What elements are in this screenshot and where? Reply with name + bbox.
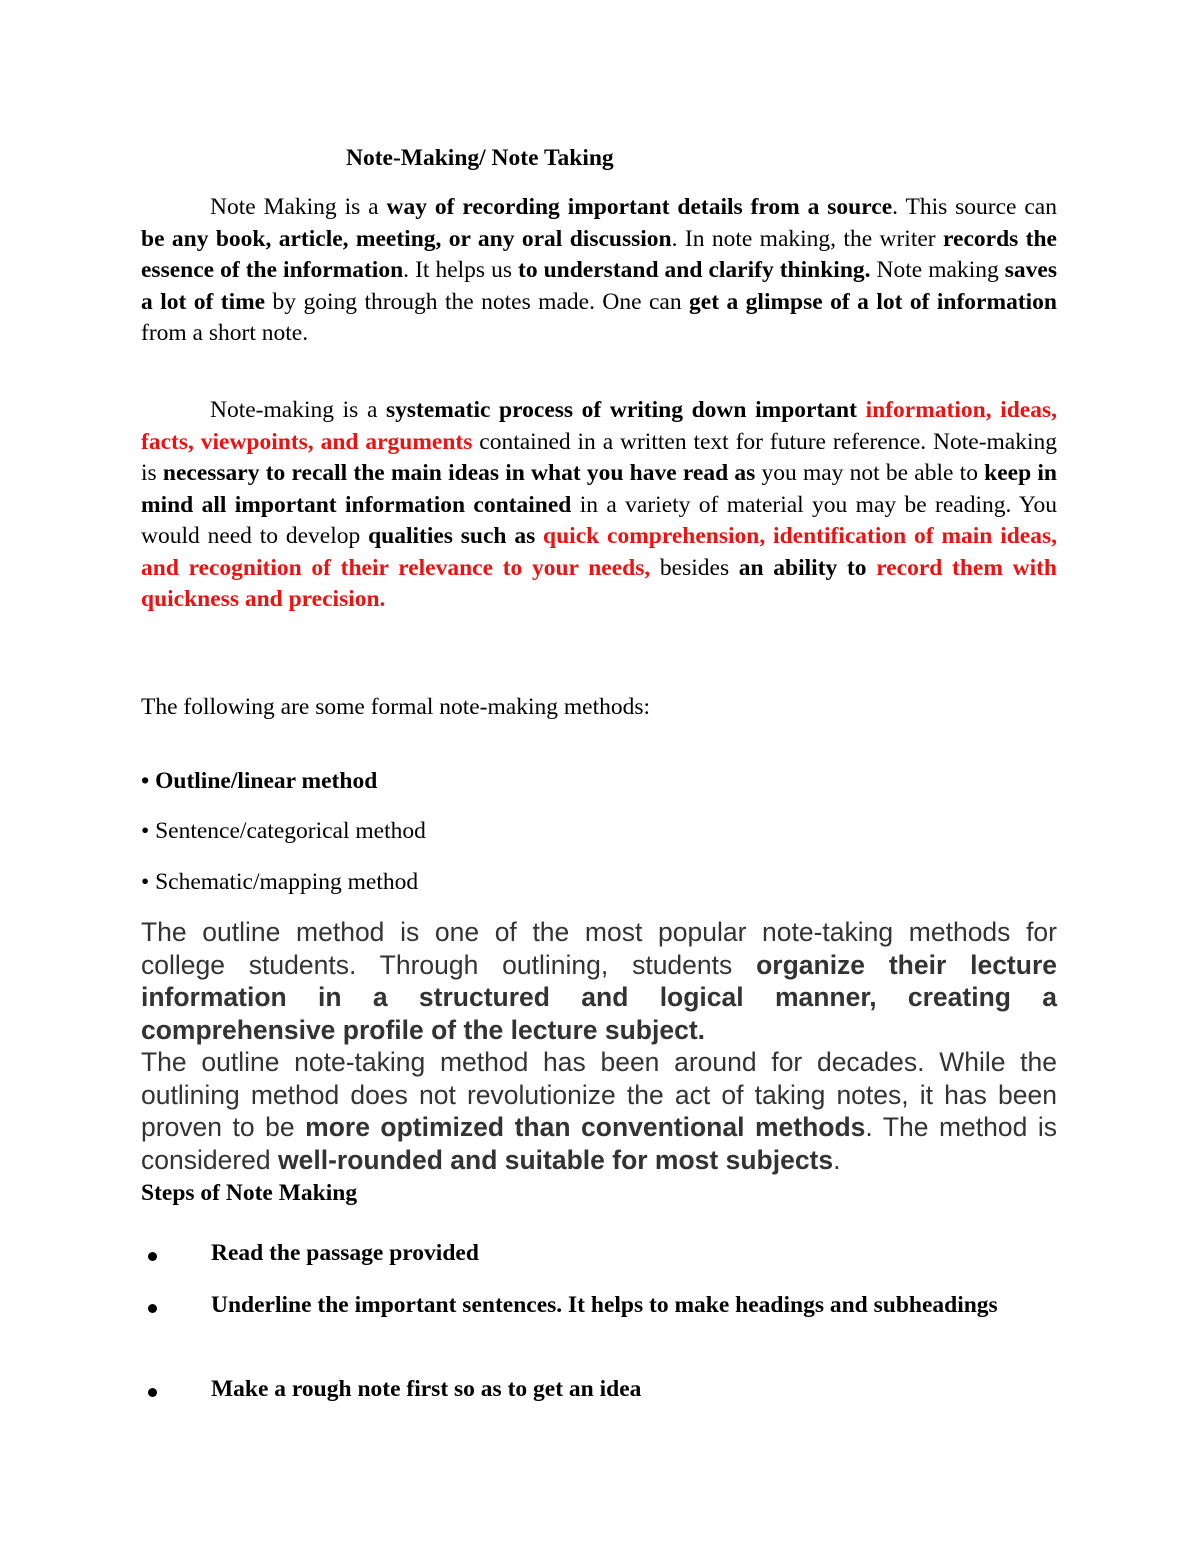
bold-run: qualities such as bbox=[368, 523, 536, 549]
bold-run: an ability to bbox=[738, 554, 867, 581]
text-run: . bbox=[833, 1144, 841, 1175]
paragraph-systematic-process bbox=[141, 395, 1057, 616]
method-item-schematic: • Schematic/mapping method bbox=[141, 869, 419, 895]
text-run: in a variety of material you may be reading. You would need to develop bbox=[141, 491, 1057, 549]
text-run: from a short note. bbox=[141, 320, 309, 346]
step-item bbox=[141, 1290, 1057, 1322]
text-run: . It helps us bbox=[403, 257, 518, 283]
bold-run: saves a lot of time bbox=[141, 257, 1058, 315]
bold-run: keep in mind all important information contained bbox=[141, 460, 1057, 518]
text-run: . The method is considered bbox=[141, 1112, 1057, 1175]
text-run: Note-making is a bbox=[210, 397, 387, 423]
highlight-run: information, ideas, facts, viewpoints, and arguments bbox=[141, 397, 1058, 455]
bullet-icon bbox=[148, 1252, 157, 1261]
bold-run: more optimized than conventional methods bbox=[305, 1112, 866, 1142]
text-run: Note Making is a bbox=[210, 194, 387, 220]
text-run: you may not be able to bbox=[755, 460, 985, 486]
highlight-run: quick comprehension, identification of main ideas, and recognition of their relevance to your needs, bbox=[141, 523, 1057, 581]
bullet-icon bbox=[148, 1388, 157, 1397]
step-text: Make a rough note first so as to get an idea bbox=[211, 1376, 642, 1402]
text-run: contained in a written text for future reference. Note-making is bbox=[141, 428, 1058, 486]
step-text: Underline the important sentences. It helps to make headings and subheadings bbox=[211, 1292, 998, 1318]
method-item-outline: • Outline/linear method bbox=[141, 768, 378, 794]
step-item bbox=[141, 1374, 1057, 1406]
step-item bbox=[141, 1238, 1057, 1270]
bold-run: records the essence of the information bbox=[141, 225, 1057, 283]
bold-run: to understand and clarify thinking. bbox=[518, 257, 871, 283]
paragraph-definition bbox=[141, 192, 1057, 350]
paragraph-outline-method bbox=[141, 916, 1057, 1046]
bold-run: necessary to recall the main ideas in what you have read as bbox=[162, 460, 756, 486]
text-run: . This source can bbox=[892, 194, 1057, 220]
bold-run: organize their lecture information in a structured and logical manner, creating a comprehensive profile of the lecture subject. bbox=[141, 949, 1057, 1045]
bold-run: way of recording important details from a source bbox=[386, 194, 893, 220]
text-run: Note making bbox=[870, 257, 1005, 283]
text-run: The outline method is one of the most popular note-taking methods for college students. Through outlining, students bbox=[141, 917, 1057, 980]
methods-intro: The following are some formal note-making methods: bbox=[141, 694, 651, 720]
highlight-run: record them with quickness and precision. bbox=[141, 554, 1057, 612]
text-run: by going through the notes made. One can bbox=[265, 288, 690, 315]
bold-run: well-rounded and suitable for most subjects bbox=[278, 1144, 834, 1175]
text-run: besides bbox=[650, 554, 739, 581]
bold-run: systematic process of writing down important bbox=[386, 397, 857, 423]
text-run: The outline note-taking method has been around for decades. While the outlining method does not revolutionize the act of taking notes, it has been proven to be bbox=[141, 1047, 1057, 1142]
bullet-icon bbox=[148, 1304, 157, 1313]
steps-heading: Steps of Note Making bbox=[141, 1180, 358, 1206]
method-item-sentence: • Sentence/categorical method bbox=[141, 818, 426, 844]
text-run: . In note making, the writer bbox=[671, 225, 944, 252]
step-text: Read the passage provided bbox=[211, 1240, 479, 1266]
document-title: Note-Making/ Note Taking bbox=[346, 145, 614, 171]
bold-run: get a glimpse of a lot of information bbox=[689, 288, 1057, 315]
paragraph-outline-history bbox=[141, 1046, 1057, 1176]
bold-run: be any book, article, meeting, or any oral discussion bbox=[141, 225, 672, 252]
